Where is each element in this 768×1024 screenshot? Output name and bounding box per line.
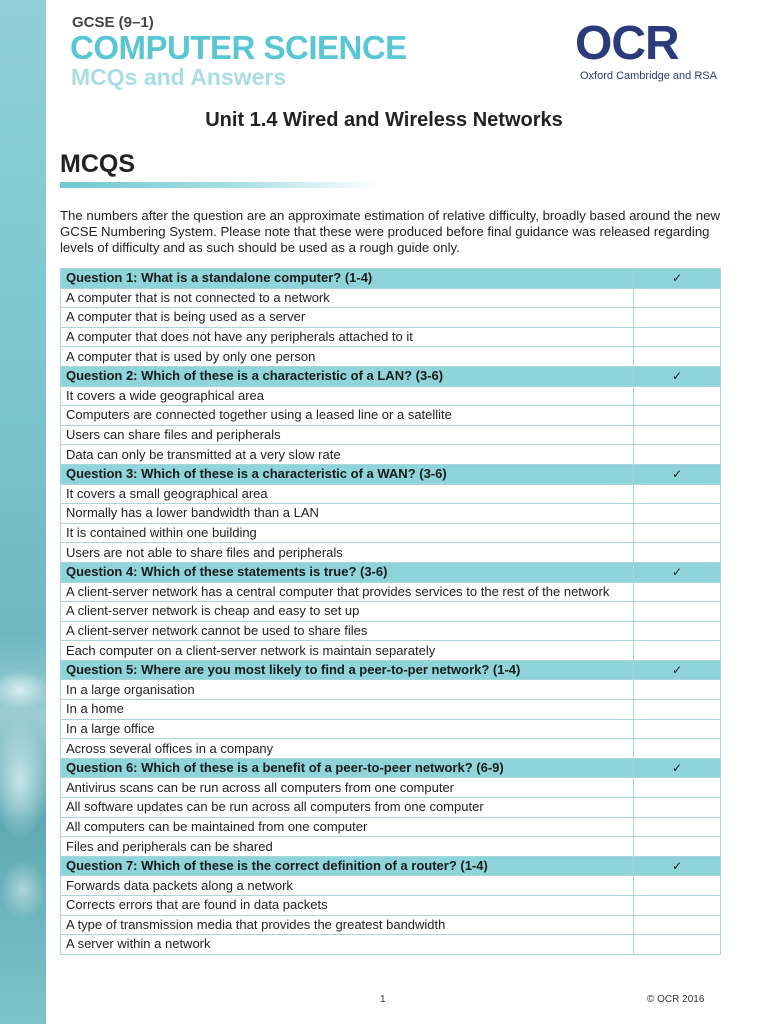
answer-mark-cell [634, 602, 721, 622]
answer-mark-cell [634, 445, 721, 465]
answer-row [61, 425, 721, 445]
answer-mark-cell [634, 739, 721, 759]
answer-row [61, 621, 721, 641]
answer-mark-cell [634, 504, 721, 524]
answer-mark-cell [634, 386, 721, 406]
answer-mark-cell [634, 327, 721, 347]
question-text: Question 1: What is a standalone computer? (1-4) [61, 269, 634, 289]
answer-option: A client-server network is cheap and easy to set up [61, 602, 634, 622]
answer-mark-cell [634, 523, 721, 543]
question-row [61, 856, 721, 876]
question-row [61, 366, 721, 386]
answer-option: Files and peripherals can be shared [61, 837, 634, 857]
checkmark-icon: ✓ [634, 366, 721, 386]
answer-option: A type of transmission media that provides the greatest bandwidth [61, 915, 634, 935]
copyright-notice: © OCR 2016 [647, 994, 705, 1005]
answer-mark-cell [634, 680, 721, 700]
answer-mark-cell [634, 543, 721, 563]
answer-row [61, 935, 721, 955]
answer-mark-cell [634, 817, 721, 837]
ocr-logo [572, 17, 724, 84]
answer-option: In a home [61, 700, 634, 720]
answer-row [61, 308, 721, 328]
logo-tagline: Oxford Cambridge and RSA [580, 70, 717, 82]
answer-option: It is contained within one building [61, 523, 634, 543]
answer-option: A server within a network [61, 935, 634, 955]
answer-row [61, 406, 721, 426]
answer-option: All software updates can be run across all computers from one computer [61, 798, 634, 818]
answer-mark-cell [634, 582, 721, 602]
question-row [61, 562, 721, 582]
answer-option: Antivirus scans can be run across all computers from one computer [61, 778, 634, 798]
section-title: MCQS [60, 150, 135, 178]
checkmark-icon: ✓ [634, 269, 721, 289]
answer-option: A client-server network cannot be used to share files [61, 621, 634, 641]
answer-mark-cell [634, 700, 721, 720]
mcq-table [60, 268, 721, 955]
answer-mark-cell [634, 347, 721, 367]
question-row [61, 269, 721, 289]
answer-mark-cell [634, 641, 721, 661]
subject-title: COMPUTER SCIENCE [70, 29, 407, 66]
answer-row [61, 484, 721, 504]
answer-option: Normally has a lower bandwidth than a LAN [61, 504, 634, 524]
decorative-swirl [0, 860, 46, 920]
question-text: Question 3: Which of these is a characteristic of a WAN? (3-6) [61, 464, 634, 484]
answer-option: A client-server network has a central computer that provides services to the rest of the network [61, 582, 634, 602]
answer-row [61, 817, 721, 837]
answer-mark-cell [634, 798, 721, 818]
answer-option: It covers a small geographical area [61, 484, 634, 504]
question-text: Question 4: Which of these statements is true? (3-6) [61, 562, 634, 582]
answer-option: Corrects errors that are found in data packets [61, 896, 634, 916]
answer-option: It covers a wide geographical area [61, 386, 634, 406]
answer-mark-cell [634, 719, 721, 739]
decorative-swirl [0, 720, 48, 840]
answer-option: All computers can be maintained from one computer [61, 817, 634, 837]
answer-mark-cell [634, 896, 721, 916]
answer-mark-cell [634, 778, 721, 798]
unit-title: Unit 1.4 Wired and Wireless Networks [205, 109, 563, 131]
answer-row [61, 896, 721, 916]
answer-row [61, 739, 721, 759]
answer-mark-cell [634, 935, 721, 955]
question-row [61, 660, 721, 680]
answer-mark-cell [634, 876, 721, 896]
answer-row [61, 386, 721, 406]
decorative-side-strip [0, 0, 46, 1024]
answer-mark-cell [634, 308, 721, 328]
answer-option: A computer that is not connected to a network [61, 288, 634, 308]
answer-row [61, 700, 721, 720]
answer-row [61, 445, 721, 465]
answer-option: A computer that is used by only one person [61, 347, 634, 367]
answer-option: Each computer on a client-server network is maintain separately [61, 641, 634, 661]
answer-mark-cell [634, 406, 721, 426]
answer-option: Across several offices in a company [61, 739, 634, 759]
answer-option: A computer that is being used as a server [61, 308, 634, 328]
answer-row [61, 719, 721, 739]
question-row [61, 758, 721, 778]
logo-wordmark: OCR [575, 17, 679, 70]
answer-option: In a large office [61, 719, 634, 739]
answer-row [61, 641, 721, 661]
document-subtitle: MCQs and Answers [71, 64, 287, 90]
answer-row [61, 582, 721, 602]
question-text: Question 2: Which of these is a characteristic of a LAN? (3-6) [61, 366, 634, 386]
answer-row [61, 523, 721, 543]
answer-mark-cell [634, 288, 721, 308]
qualification-label: GCSE (9–1) [72, 14, 154, 31]
answer-row [61, 327, 721, 347]
answer-row [61, 602, 721, 622]
answer-row [61, 915, 721, 935]
question-row [61, 464, 721, 484]
checkmark-icon: ✓ [634, 464, 721, 484]
answer-row [61, 504, 721, 524]
answer-option: Computers are connected together using a leased line or a satellite [61, 406, 634, 426]
page-number: 1 [380, 994, 386, 1005]
answer-option: Forwards data packets along a network [61, 876, 634, 896]
section-divider [60, 182, 380, 188]
answer-option: Data can only be transmitted at a very slow rate [61, 445, 634, 465]
answer-mark-cell [634, 915, 721, 935]
answer-option: Users can share files and peripherals [61, 425, 634, 445]
answer-row [61, 543, 721, 563]
answer-row [61, 837, 721, 857]
question-text: Question 5: Where are you most likely to find a peer-to-per network? (1-4) [61, 660, 634, 680]
intro-paragraph: The numbers after the question are an approximate estimation of relative difficulty, broadly based around the new GCSE Numbering System. Please note that these were produced before final guidance was released regarding levels of difficulty and as such should be used as a rough guide only. [60, 208, 720, 255]
answer-option: Users are not able to share files and peripherals [61, 543, 634, 563]
answer-mark-cell [634, 484, 721, 504]
question-text: Question 7: Which of these is the correct definition of a router? (1-4) [61, 856, 634, 876]
checkmark-icon: ✓ [634, 856, 721, 876]
answer-row [61, 680, 721, 700]
checkmark-icon: ✓ [634, 758, 721, 778]
answer-row [61, 778, 721, 798]
checkmark-icon: ✓ [634, 562, 721, 582]
answer-row [61, 798, 721, 818]
decorative-swirl [0, 670, 50, 710]
answer-mark-cell [634, 621, 721, 641]
answer-row [61, 876, 721, 896]
answer-option: A computer that does not have any peripherals attached to it [61, 327, 634, 347]
answer-mark-cell [634, 837, 721, 857]
answer-row [61, 288, 721, 308]
checkmark-icon: ✓ [634, 660, 721, 680]
answer-mark-cell [634, 425, 721, 445]
answer-row [61, 347, 721, 367]
question-text: Question 6: Which of these is a benefit of a peer-to-peer network? (6-9) [61, 758, 634, 778]
answer-option: In a large organisation [61, 680, 634, 700]
